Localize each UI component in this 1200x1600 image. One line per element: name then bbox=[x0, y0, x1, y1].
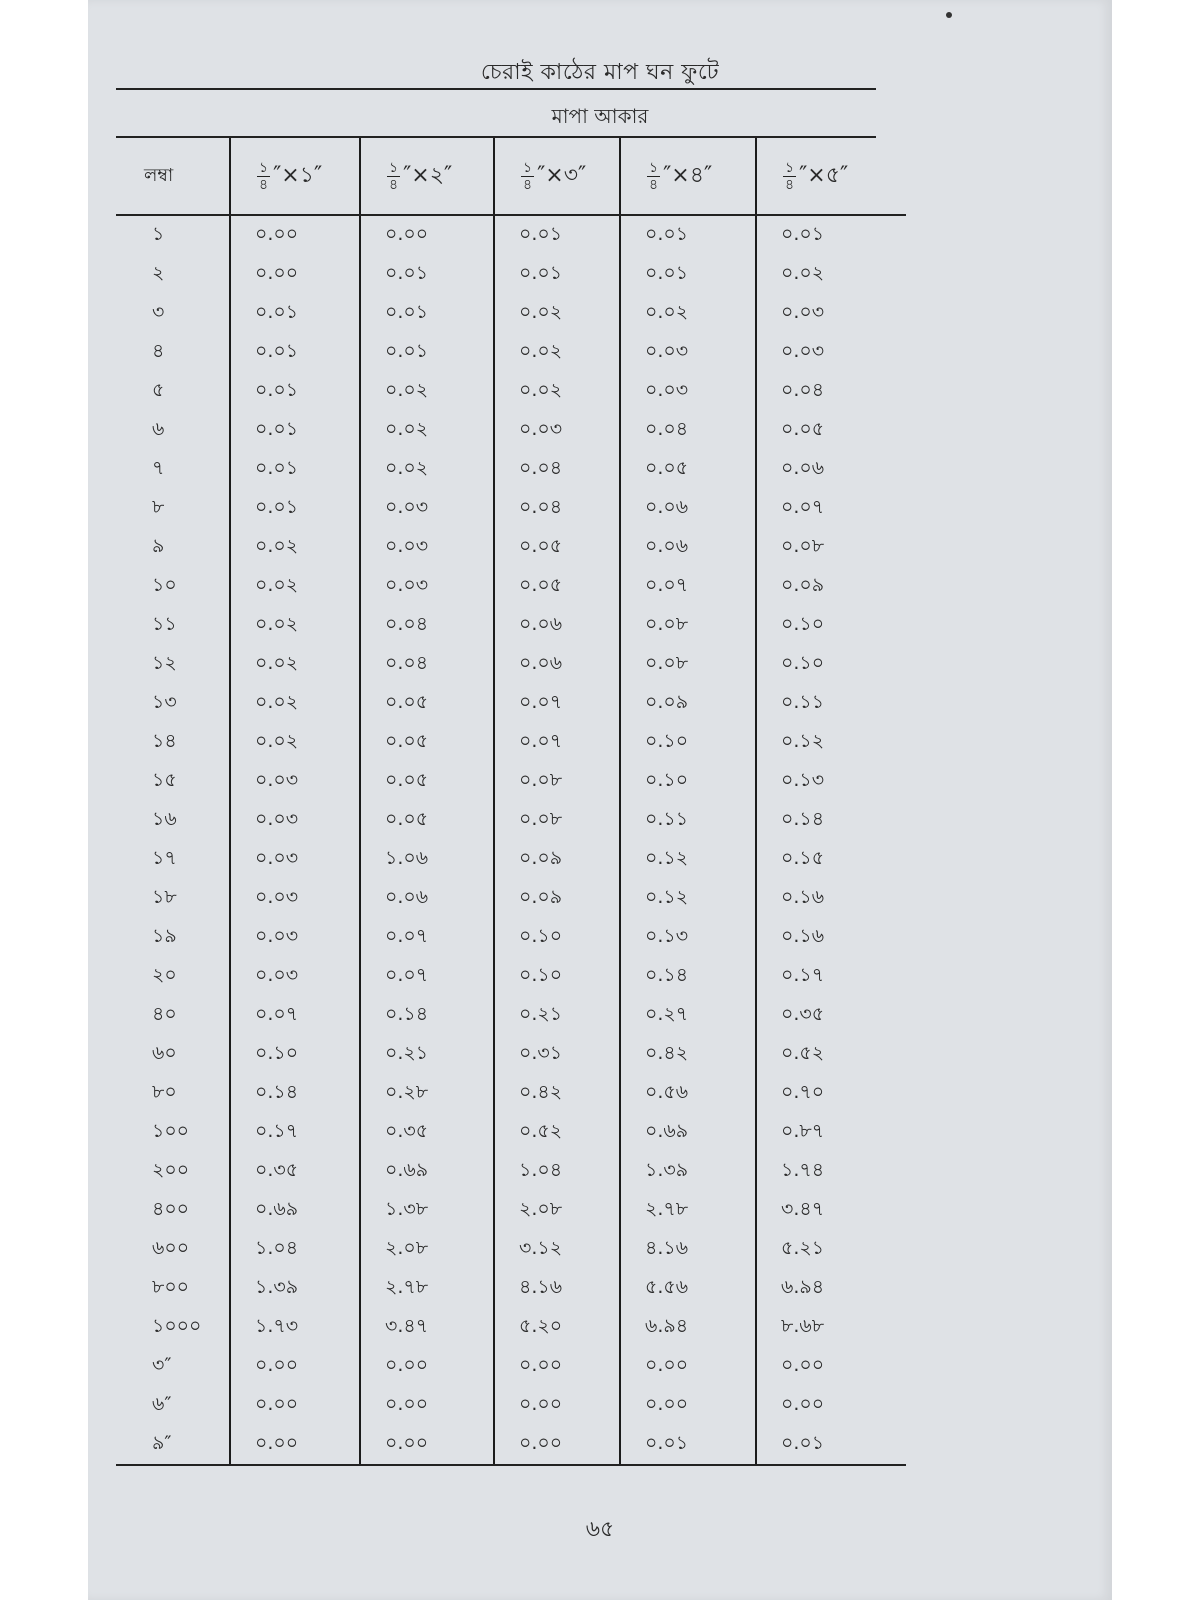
volume-cell: ৫.২০ bbox=[494, 1308, 620, 1347]
length-cell: ৪০০ bbox=[152, 1197, 190, 1220]
volume-cell: ০.০৩ bbox=[230, 918, 360, 957]
volume-cell: ০.০৬ bbox=[620, 489, 756, 528]
volume-cell: ০.২১ bbox=[360, 1035, 494, 1074]
volume-cell: ০.১৭ bbox=[230, 1113, 360, 1152]
volume-cell: ০.০৫ bbox=[494, 528, 620, 567]
fraction: $\frac{১}{৪}$ bbox=[649, 159, 659, 193]
volume-cell: ০.০৪ bbox=[494, 489, 620, 528]
volume-cell: ০.৪২ bbox=[620, 1035, 756, 1074]
volume-cell: ০.০১ bbox=[230, 294, 360, 333]
length-cell: ৮০০ bbox=[152, 1275, 190, 1298]
volume-cell: ০.০১ bbox=[756, 215, 906, 255]
timber-volume-table bbox=[116, 138, 906, 1466]
volume-cell: ০.০২ bbox=[230, 723, 360, 762]
volume-cell: ০.০৪ bbox=[360, 645, 494, 684]
table-row bbox=[116, 1386, 906, 1425]
volume-cell: ০.০০ bbox=[230, 215, 360, 255]
table-row bbox=[116, 606, 906, 645]
length-cell: ১০০০ bbox=[152, 1314, 202, 1337]
fraction: $\frac{১}{৪}$ bbox=[785, 159, 795, 193]
table-row bbox=[116, 489, 906, 528]
volume-cell: ০.০৮ bbox=[756, 528, 906, 567]
length-cell: ৬″ bbox=[152, 1392, 172, 1415]
ink-dot bbox=[946, 12, 952, 18]
table-row bbox=[116, 215, 906, 255]
volume-cell: ০.০১ bbox=[360, 294, 494, 333]
volume-cell: ০.০১ bbox=[360, 255, 494, 294]
length-cell: ৭ bbox=[152, 456, 165, 479]
volume-cell: ০.০৩ bbox=[360, 489, 494, 528]
length-cell: ১৫ bbox=[152, 768, 177, 791]
volume-cell: ০.০২ bbox=[494, 372, 620, 411]
volume-cell: ০.০৪ bbox=[360, 606, 494, 645]
volume-cell: ০.০১ bbox=[230, 450, 360, 489]
volume-cell: ০.০২ bbox=[360, 411, 494, 450]
volume-cell: ০.০৩ bbox=[620, 372, 756, 411]
volume-cell: ০.১৬ bbox=[756, 918, 906, 957]
table-row bbox=[116, 879, 906, 918]
volume-cell: ০.১৪ bbox=[360, 996, 494, 1035]
volume-cell: ০.১৩ bbox=[620, 918, 756, 957]
volume-cell: ২.৭৮ bbox=[360, 1269, 494, 1308]
volume-cell: ০.১৪ bbox=[756, 801, 906, 840]
volume-cell: ৫.২১ bbox=[756, 1230, 906, 1269]
length-cell: ১০ bbox=[152, 573, 177, 596]
volume-cell: ০.০৩ bbox=[494, 411, 620, 450]
volume-cell: ১.৭৪ bbox=[756, 1152, 906, 1191]
table-row bbox=[116, 1269, 906, 1308]
length-cell: ৯ bbox=[152, 534, 165, 557]
volume-cell: ০.১৭ bbox=[756, 957, 906, 996]
volume-cell: ০.৫৬ bbox=[620, 1074, 756, 1113]
table-row bbox=[116, 333, 906, 372]
length-cell: ২ bbox=[152, 261, 165, 284]
length-cell: ১০০ bbox=[152, 1119, 190, 1142]
volume-cell: ০.০৩ bbox=[230, 762, 360, 801]
length-cell: ১৪ bbox=[152, 729, 177, 752]
length-cell: ৯″ bbox=[116, 1425, 230, 1465]
volume-cell: ০.০৭ bbox=[360, 918, 494, 957]
volume-cell: ০.০১ bbox=[620, 1425, 756, 1465]
volume-cell: ০.০৭ bbox=[230, 996, 360, 1035]
volume-cell: ০.০০ bbox=[494, 1425, 620, 1465]
length-cell: ৮ bbox=[152, 495, 165, 518]
volume-cell: ০.০২ bbox=[230, 645, 360, 684]
table-row bbox=[116, 450, 906, 489]
length-cell: ২০ bbox=[152, 963, 177, 986]
table-row bbox=[116, 1074, 906, 1113]
length-cell: ৫ bbox=[152, 378, 165, 401]
table-row bbox=[116, 1425, 906, 1465]
volume-cell: ০.৬৯ bbox=[620, 1113, 756, 1152]
volume-cell: ০.০৯ bbox=[494, 840, 620, 879]
table-row bbox=[116, 372, 906, 411]
length-cell: ১৬ bbox=[152, 807, 177, 830]
volume-cell: ০.০০ bbox=[620, 1347, 756, 1386]
volume-cell: ৫.৫৬ bbox=[620, 1269, 756, 1308]
volume-cell: ১.০৬ bbox=[360, 840, 494, 879]
column-header-size-5: $\frac{১}{৪}$ ″×৫″ bbox=[756, 138, 906, 215]
volume-cell: ০.০৫ bbox=[756, 411, 906, 450]
volume-cell: ০.১৫ bbox=[756, 840, 906, 879]
page-number: ৬৫ bbox=[585, 1517, 615, 1542]
volume-cell: ০.০৬ bbox=[494, 645, 620, 684]
volume-cell: ০.০৭ bbox=[620, 567, 756, 606]
book-page bbox=[88, 0, 1112, 1600]
volume-cell: ০.০০ bbox=[230, 255, 360, 294]
column-header-size-2: $\frac{১}{৪}$ ″×২″ bbox=[360, 138, 494, 215]
fraction: $\frac{১}{৪}$ bbox=[259, 159, 269, 193]
length-cell: ১২ bbox=[152, 651, 177, 674]
length-cell: ৮০ bbox=[152, 1080, 177, 1103]
table-row bbox=[116, 684, 906, 723]
volume-cell: ০.৫২ bbox=[756, 1035, 906, 1074]
table-row bbox=[116, 918, 906, 957]
volume-cell: ০.২১ bbox=[494, 996, 620, 1035]
table-row bbox=[116, 723, 906, 762]
volume-cell: ১.০৪ bbox=[230, 1230, 360, 1269]
volume-cell: ০.১০ bbox=[494, 957, 620, 996]
volume-cell: ০.০৮ bbox=[620, 606, 756, 645]
volume-cell: ০.০০ bbox=[230, 1425, 360, 1465]
volume-cell: ০.০৮ bbox=[494, 801, 620, 840]
volume-cell: ০.১৬ bbox=[756, 879, 906, 918]
volume-cell: ০.০৩ bbox=[620, 333, 756, 372]
volume-cell: ০.০৫ bbox=[620, 450, 756, 489]
volume-cell: ০.১১ bbox=[620, 801, 756, 840]
volume-cell: ০.০৭ bbox=[360, 957, 494, 996]
length-cell: ১৮ bbox=[152, 885, 177, 908]
column-header-length: লম্বা bbox=[116, 138, 230, 215]
table-row bbox=[116, 1308, 906, 1347]
length-cell: ২০০ bbox=[152, 1158, 190, 1181]
volume-cell: ০.১৩ bbox=[756, 762, 906, 801]
volume-cell: ২.০৮ bbox=[360, 1230, 494, 1269]
volume-cell: ০.০০ bbox=[494, 1386, 620, 1425]
volume-cell: ০.০০ bbox=[360, 215, 494, 255]
volume-cell: ০.০১ bbox=[230, 411, 360, 450]
volume-cell: ০.০৩ bbox=[230, 957, 360, 996]
volume-cell: ১.৩৮ bbox=[360, 1191, 494, 1230]
volume-cell: ১.৩৯ bbox=[620, 1152, 756, 1191]
volume-cell: ০.৩৫ bbox=[360, 1113, 494, 1152]
volume-cell: ০.০০ bbox=[360, 1347, 494, 1386]
volume-cell: ০.০২ bbox=[360, 372, 494, 411]
volume-cell: ০.০২ bbox=[230, 567, 360, 606]
volume-cell: ০.১১ bbox=[756, 684, 906, 723]
fraction: $\frac{১}{৪}$ bbox=[389, 159, 399, 193]
length-cell: ৪০ bbox=[152, 1002, 177, 1025]
volume-cell: ০.০১ bbox=[494, 215, 620, 255]
volume-cell: ১.০৪ bbox=[494, 1152, 620, 1191]
volume-cell: ০.০১ bbox=[494, 255, 620, 294]
table-row bbox=[116, 1230, 906, 1269]
volume-cell: ০.০৬ bbox=[756, 450, 906, 489]
table-row bbox=[116, 294, 906, 333]
table-row bbox=[116, 957, 906, 996]
volume-cell: ০.১০ bbox=[620, 762, 756, 801]
volume-cell: ০.০২ bbox=[360, 450, 494, 489]
table-row bbox=[116, 1113, 906, 1152]
volume-cell: ০.০১ bbox=[620, 215, 756, 255]
volume-cell: ০.০৯ bbox=[494, 879, 620, 918]
volume-cell: ৬.৯৪ bbox=[620, 1308, 756, 1347]
length-cell: ১ bbox=[152, 222, 165, 245]
volume-cell: ০.০৫ bbox=[360, 684, 494, 723]
volume-cell: ০.০৯ bbox=[620, 684, 756, 723]
volume-cell: ০.১২ bbox=[620, 879, 756, 918]
volume-cell: ০.০৩ bbox=[230, 801, 360, 840]
volume-cell: ০.৮৭ bbox=[756, 1113, 906, 1152]
table-row bbox=[116, 1347, 906, 1386]
volume-cell: ০.০৬ bbox=[360, 879, 494, 918]
table-header-row bbox=[116, 138, 906, 215]
length-cell: ৬০ bbox=[152, 1041, 177, 1064]
volume-cell: ০.৬৯ bbox=[360, 1152, 494, 1191]
volume-cell: ০.০০ bbox=[494, 1347, 620, 1386]
table-row bbox=[116, 528, 906, 567]
volume-cell: ১.৩৯ bbox=[230, 1269, 360, 1308]
table-row bbox=[116, 762, 906, 801]
volume-cell: ০.০৩ bbox=[230, 879, 360, 918]
volume-cell: ০.০১ bbox=[230, 372, 360, 411]
table-row bbox=[116, 1152, 906, 1191]
volume-cell: ০.০০ bbox=[756, 1347, 906, 1386]
volume-cell: ০.০৭ bbox=[494, 684, 620, 723]
volume-cell: ০.০৩ bbox=[360, 528, 494, 567]
volume-cell: ০.১৪ bbox=[620, 957, 756, 996]
volume-cell: ৩.১২ bbox=[494, 1230, 620, 1269]
volume-cell: ০.০০ bbox=[620, 1386, 756, 1425]
volume-cell: ০.০২ bbox=[230, 528, 360, 567]
volume-cell: ০.০৩ bbox=[756, 294, 906, 333]
volume-cell: ০.০১ bbox=[230, 333, 360, 372]
volume-cell: ০.৫২ bbox=[494, 1113, 620, 1152]
length-cell: ৪ bbox=[152, 339, 165, 362]
volume-cell: ৩.৪৭ bbox=[756, 1191, 906, 1230]
volume-cell: ০.০৯ bbox=[756, 567, 906, 606]
volume-cell: ০.০০ bbox=[360, 1425, 494, 1465]
table-row bbox=[116, 1191, 906, 1230]
volume-cell: ৮.৬৮ bbox=[756, 1308, 906, 1347]
volume-cell: ০.০১ bbox=[360, 333, 494, 372]
volume-cell: ২.০৮ bbox=[494, 1191, 620, 1230]
volume-cell: ০.৭০ bbox=[756, 1074, 906, 1113]
column-header-size-4: $\frac{১}{৪}$ ″×৪″ bbox=[620, 138, 756, 215]
table-row bbox=[116, 840, 906, 879]
table-row bbox=[116, 255, 906, 294]
volume-cell: ০.০৫ bbox=[360, 801, 494, 840]
volume-cell: ০.১০ bbox=[620, 723, 756, 762]
volume-cell: ৬.৯৪ bbox=[756, 1269, 906, 1308]
volume-cell: ০.০৪ bbox=[756, 372, 906, 411]
volume-cell: ০.১৪ bbox=[230, 1074, 360, 1113]
volume-cell: ০.১০ bbox=[756, 606, 906, 645]
volume-cell: ০.৬৯ bbox=[230, 1191, 360, 1230]
volume-cell: ০.৩১ bbox=[494, 1035, 620, 1074]
volume-cell: ০.০২ bbox=[230, 606, 360, 645]
volume-cell: ০.১২ bbox=[620, 840, 756, 879]
volume-cell: ০.০২ bbox=[230, 684, 360, 723]
volume-cell: ০.২৮ bbox=[360, 1074, 494, 1113]
volume-cell: ০.৪২ bbox=[494, 1074, 620, 1113]
volume-cell: ০.০১ bbox=[620, 255, 756, 294]
volume-cell: ০.০৩ bbox=[360, 567, 494, 606]
volume-cell: ০.০১ bbox=[756, 1425, 906, 1465]
length-cell: ৩ bbox=[152, 300, 165, 323]
volume-cell: ০.০০ bbox=[756, 1386, 906, 1425]
table-body bbox=[116, 215, 906, 1465]
volume-cell: ০.০৪ bbox=[494, 450, 620, 489]
volume-cell: ০.০২ bbox=[494, 333, 620, 372]
column-header-size-3: $\frac{১}{৪}$ ″×৩″ bbox=[494, 138, 620, 215]
length-cell: ১১ bbox=[152, 612, 177, 635]
column-header-size-1: $\frac{১}{৪}$ ″×১″ bbox=[230, 138, 360, 215]
volume-cell: ০.০৩ bbox=[756, 333, 906, 372]
volume-cell: ০.১০ bbox=[230, 1035, 360, 1074]
volume-cell: ০.১২ bbox=[756, 723, 906, 762]
table-subtitle: মাপা আকার bbox=[551, 104, 649, 128]
volume-cell: ০.০৮ bbox=[494, 762, 620, 801]
volume-cell: ০.০০ bbox=[360, 1386, 494, 1425]
volume-cell: ০.৩৫ bbox=[756, 996, 906, 1035]
table-row bbox=[116, 1035, 906, 1074]
length-cell: ১৩ bbox=[152, 690, 177, 713]
table-row bbox=[116, 411, 906, 450]
volume-cell: ১.৭৩ bbox=[230, 1308, 360, 1347]
table-row bbox=[116, 567, 906, 606]
volume-cell: ০.০৭ bbox=[494, 723, 620, 762]
volume-cell: ০.০৬ bbox=[494, 606, 620, 645]
length-cell: ৬০০ bbox=[152, 1236, 190, 1259]
fraction: $\frac{১}{৪}$ bbox=[523, 159, 533, 193]
volume-cell: ০.০৭ bbox=[756, 489, 906, 528]
table-row bbox=[116, 645, 906, 684]
volume-cell: ০.০০ bbox=[230, 1347, 360, 1386]
volume-cell: ০.১০ bbox=[494, 918, 620, 957]
length-cell: ৬ bbox=[152, 417, 165, 440]
volume-cell: ০.০০ bbox=[230, 1386, 360, 1425]
volume-cell: ৪.১৬ bbox=[620, 1230, 756, 1269]
volume-cell: ০.০৫ bbox=[360, 762, 494, 801]
volume-cell: ০.০৬ bbox=[620, 528, 756, 567]
volume-cell: ০.০২ bbox=[620, 294, 756, 333]
volume-cell: ০.০৮ bbox=[620, 645, 756, 684]
volume-cell: ০.১০ bbox=[756, 645, 906, 684]
length-cell: ১৭ bbox=[152, 846, 177, 869]
table-row bbox=[116, 801, 906, 840]
volume-cell: ০.০২ bbox=[756, 255, 906, 294]
table-row bbox=[116, 996, 906, 1035]
volume-cell: ২.৭৮ bbox=[620, 1191, 756, 1230]
volume-cell: ০.০৫ bbox=[494, 567, 620, 606]
volume-cell: ০.০৪ bbox=[620, 411, 756, 450]
volume-cell: ০.৩৫ bbox=[230, 1152, 360, 1191]
title-divider bbox=[116, 88, 876, 90]
volume-cell: ৩.৪৭ bbox=[360, 1308, 494, 1347]
volume-cell: ০.০১ bbox=[230, 489, 360, 528]
volume-cell: ০.০৩ bbox=[230, 840, 360, 879]
volume-cell: ০.২৭ bbox=[620, 996, 756, 1035]
length-cell: ১৯ bbox=[152, 924, 177, 947]
length-cell: ৩″ bbox=[152, 1353, 172, 1376]
volume-cell: ০.০৫ bbox=[360, 723, 494, 762]
volume-cell: ০.০২ bbox=[494, 294, 620, 333]
page-title: চেরাই কাঠের মাপ ঘন ফুটে bbox=[480, 60, 720, 85]
volume-cell: ৪.১৬ bbox=[494, 1269, 620, 1308]
